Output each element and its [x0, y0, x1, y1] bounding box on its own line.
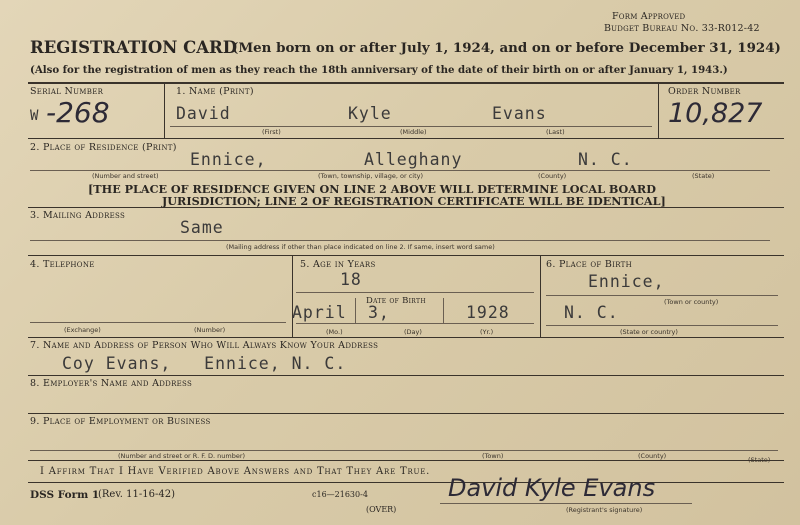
name-first: David: [176, 104, 231, 123]
number-caption: (Number): [194, 326, 226, 334]
rule-8: [28, 482, 784, 483]
dob-year: 1928: [466, 303, 510, 322]
form-subtitle: (Men born on or after July 1, 1924, and on or before December 31, 1924): [232, 40, 781, 56]
dob-day: 3,: [368, 303, 390, 322]
form-approved-text: Form Approved: [612, 11, 686, 22]
contact-label: 7. Name and Address of Person Who Will Always Know Your Address: [30, 340, 379, 351]
employment-county-caption: (County): [638, 452, 667, 460]
order-label: Order Number: [668, 86, 741, 97]
mailing-underline: [30, 240, 770, 241]
birthplace-state: N. C.: [564, 303, 619, 322]
middle-caption: (Middle): [400, 128, 427, 136]
birthplace-state-caption: (State or country): [620, 328, 678, 336]
name-label: 1. Name (Print): [176, 86, 254, 97]
dob-divider-2: [443, 298, 444, 324]
order-value: 10,827: [668, 98, 763, 129]
rule-tel: [292, 255, 293, 337]
birthplace-label: 6. Place of Birth: [546, 259, 633, 270]
employment-underline: [30, 450, 778, 451]
dob-month: April: [292, 303, 347, 322]
name-middle: Kyle: [348, 104, 392, 123]
age-value: 18: [340, 270, 362, 289]
name-last: Evans: [492, 104, 547, 123]
exchange-caption: (Exchange): [64, 326, 101, 334]
rule-7: [28, 460, 784, 461]
first-caption: (First): [262, 128, 281, 136]
year-caption: (Yr.): [480, 328, 494, 336]
residence-state: N. C.: [578, 150, 633, 169]
employment-town-caption: (Town): [482, 452, 504, 460]
state-caption: (State): [692, 172, 715, 180]
rule-6: [28, 413, 784, 414]
county-caption: (County): [538, 172, 567, 180]
month-caption: (Mo.): [326, 328, 343, 336]
registrant-signature: David Kyle Evans: [448, 474, 656, 502]
mailing-caption: (Mailing address if other than place indicated on line 2. If same, insert word same): [226, 243, 495, 251]
jurisdiction-notice-2: JURISDICTION; LINE 2 OF REGISTRATION CERTIFICATE WILL BE IDENTICAL]: [162, 194, 666, 208]
residence-town: Ennice,: [190, 150, 267, 169]
serial-prefix: W: [30, 108, 40, 124]
mailing-value: Same: [180, 218, 224, 237]
residence-county: Alleghany: [364, 150, 463, 169]
serial-label: Serial Number: [30, 86, 104, 97]
dob-divider-1: [355, 298, 356, 324]
form-revision: (Rev. 11-16-42): [98, 489, 176, 500]
rule-3: [28, 255, 784, 256]
employer-label: 8. Employer's Name and Address: [30, 378, 193, 389]
rule-1: [28, 138, 784, 139]
age-underline: [296, 292, 534, 293]
signature-caption: (Registrant's signature): [566, 506, 643, 514]
name-underline: [170, 126, 652, 127]
residence-underline: [30, 170, 770, 171]
employment-street-caption: (Number and street or R. F. D. number): [118, 452, 246, 460]
form-title: REGISTRATION CARD: [30, 38, 238, 57]
dob-label: Date of Birth: [366, 296, 426, 306]
rule-age: [540, 255, 541, 337]
rule-serial: [164, 82, 165, 138]
contact-value: Coy Evans, Ennice, N. C.: [62, 354, 347, 373]
town-caption: (Town, township, village, or city): [318, 172, 424, 180]
birthplace-town: Ennice,: [588, 272, 665, 291]
age-label: 5. Age in Years: [300, 259, 376, 270]
signature-underline: [440, 503, 692, 504]
form-subtitle-2: (Also for the registration of men as they reach the 18th anniversary of the date of their birth on or after January 1, 1943.): [30, 64, 728, 76]
serial-value: -268: [46, 96, 110, 129]
day-caption: (Day): [404, 328, 422, 336]
telephone-label: 4. Telephone: [30, 259, 95, 270]
rule-5: [28, 375, 784, 376]
affirmation-text: I Affirm That I Have Verified Above Answers and That They Are True.: [40, 466, 431, 477]
telephone-underline: [30, 322, 286, 323]
residence-label: 2. Place of Residence (Print): [30, 142, 177, 153]
rule-order: [658, 82, 659, 138]
jurisdiction-notice-1: [THE PLACE OF RESIDENCE GIVEN ON LINE 2 ABOVE WILL DETERMINE LOCAL BOARD: [88, 182, 656, 196]
form-number: DSS Form 1: [30, 489, 100, 501]
print-code: c16—21630-4: [312, 490, 368, 499]
rule-top: [28, 82, 784, 84]
birthplace-state-underline: [546, 325, 778, 326]
budget-bureau-text: Budget Bureau No. 33-R012-42: [604, 23, 760, 34]
mailing-label: 3. Mailing Address: [30, 210, 126, 221]
last-caption: (Last): [546, 128, 565, 136]
employment-label: 9. Place of Employment or Business: [30, 416, 211, 427]
over-text: (OVER): [366, 505, 397, 514]
dob-underline: [296, 323, 534, 324]
birthplace-town-underline: [546, 295, 778, 296]
rule-4: [28, 337, 784, 338]
street-caption: (Number and street): [92, 172, 159, 180]
birthplace-town-caption: (Town or county): [664, 298, 719, 306]
employment-state-caption: (State): [748, 456, 771, 464]
